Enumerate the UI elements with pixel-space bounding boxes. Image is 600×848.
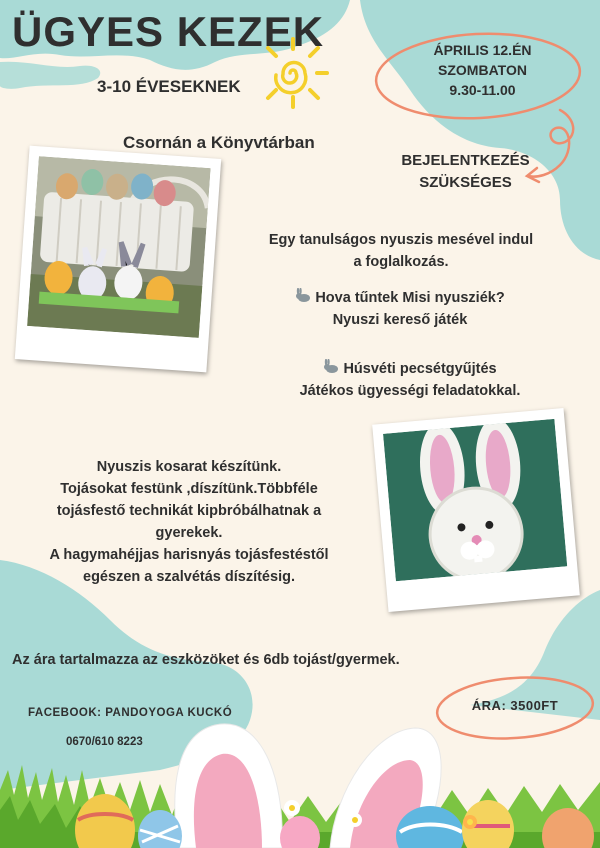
paper-plate-bunny-image — [383, 419, 567, 581]
time-line: 9.30-11.00 — [449, 82, 516, 98]
date-line: ÁPRILIS 12.ÉN — [433, 42, 532, 58]
price-badge: ÁRA: 3500FT — [471, 698, 559, 713]
activity-1-subtitle: Nyuszi kereső játék — [332, 312, 468, 328]
activity-1-title: Hova tűntek Misi nyusziék? — [315, 290, 505, 306]
crafts-line: Tojásokat festünk ,díszítünk.Többféle — [60, 481, 318, 497]
page-title: ÜGYES KEZEK — [12, 8, 325, 55]
intro-line-1: Egy tanulságos nyuszis mesével indul — [268, 232, 534, 248]
crafts-text — [10, 456, 368, 588]
age-subtitle: 3-10 ÉVESEKNEK — [97, 77, 241, 96]
location-text: Csornán a Könyvtárban — [123, 133, 315, 152]
rabbit-icon — [323, 361, 343, 377]
intro-text — [236, 229, 566, 273]
day-line: SZOMBATON — [438, 62, 527, 78]
crafts-line: tojásfestő technikát kipbróbálhatnak a — [56, 503, 322, 519]
activity-2-title: Húsvéti pecsétgyűjtés — [343, 361, 497, 377]
crafts-line: Nyuszis kosarat készítünk. — [96, 459, 282, 475]
rabbit-icon — [295, 290, 315, 306]
activity-2 — [250, 358, 570, 402]
price-includes-note: Az ára tartalmazza az eszközöket és 6db tojást/gyermek. — [12, 652, 400, 668]
easter-basket-image — [27, 156, 210, 338]
phone-number: 0670/610 8223 — [66, 736, 143, 748]
crafts-line: egészen a szalvétás díszítésig. — [83, 569, 295, 585]
activity-2-subtitle: Játékos ügyességi feladatokkal. — [299, 383, 521, 399]
date-badge — [380, 40, 585, 100]
crafts-line: gyerekek. — [155, 525, 223, 541]
crafts-line: A hagymahéjjas harisnyás tojásfestéstől — [49, 547, 329, 563]
paper-plate-bunny-photo — [372, 408, 580, 612]
registration-line-2: SZÜKSÉGES — [419, 174, 512, 191]
registration-line-1: BEJELENTKEZÉS — [401, 152, 530, 169]
activity-1 — [250, 287, 550, 331]
teal-brush-left — [0, 62, 100, 89]
facebook-contact: FACEBOOK: PANDOYOGA KUCKÓ — [28, 707, 233, 719]
easter-basket-photo — [15, 146, 221, 373]
registration-note — [393, 150, 538, 194]
intro-line-2: a foglalkozás. — [353, 254, 449, 270]
